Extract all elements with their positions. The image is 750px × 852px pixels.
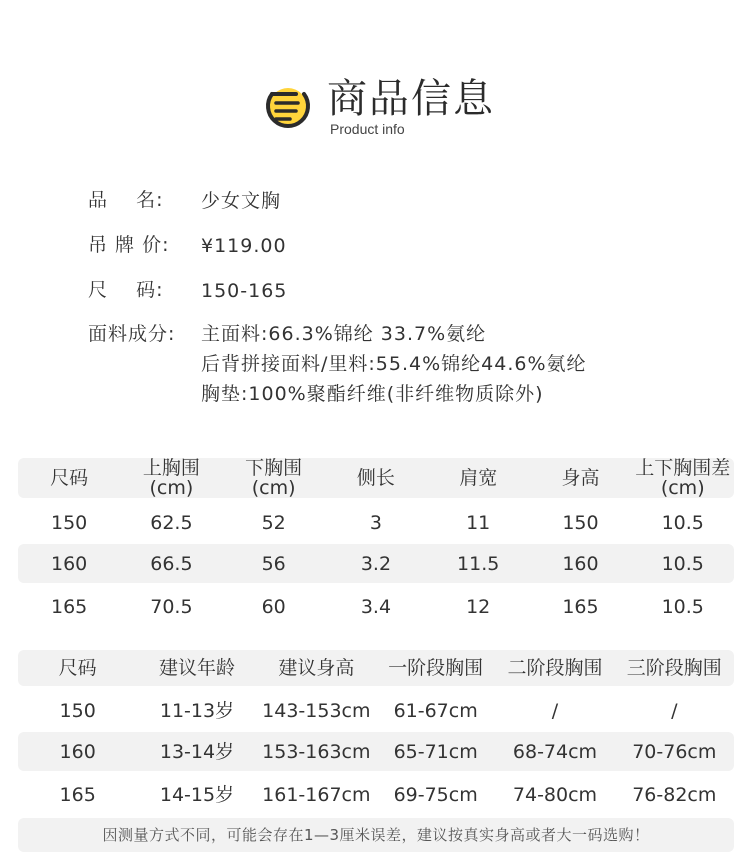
table-cell: 68-74cm bbox=[512, 740, 598, 763]
table-cell: 11.5 bbox=[457, 552, 500, 575]
info-label: 吊 牌 价: bbox=[88, 234, 170, 256]
info-label: 面料成分: bbox=[88, 323, 176, 345]
table-cell: 153-163cm bbox=[262, 740, 371, 763]
table-cell: 61-67cm bbox=[393, 699, 478, 722]
table-cell: 56 bbox=[261, 552, 286, 575]
table-cell: 160 bbox=[562, 552, 599, 575]
table-row bbox=[18, 732, 734, 771]
table-cell: 10.5 bbox=[661, 552, 704, 575]
table-header-cell: 上胸围 (cm) bbox=[142, 457, 200, 499]
table-header-cell: 一阶段胸围 bbox=[388, 657, 484, 679]
table-cell: 161-167cm bbox=[262, 783, 371, 806]
info-label: 品 名: bbox=[88, 189, 164, 211]
info-row-price bbox=[88, 231, 708, 259]
table-cell: 3 bbox=[369, 511, 382, 534]
table-header-cell: 侧长 bbox=[356, 467, 395, 489]
info-value-line: 150-165 bbox=[201, 280, 288, 302]
table-cell: 70.5 bbox=[150, 595, 193, 618]
table-cell: 12 bbox=[466, 595, 491, 618]
info-row-size bbox=[88, 276, 708, 304]
table-cell: 70-76cm bbox=[632, 740, 717, 763]
table-cell: 76-82cm bbox=[632, 783, 717, 806]
page-subtitle: Product info bbox=[330, 121, 405, 137]
info-value-line: 胸垫:100%聚酯纤维(非纤维物质除外) bbox=[201, 383, 544, 405]
table-row bbox=[18, 587, 734, 626]
info-row-name bbox=[88, 186, 708, 214]
page-title: 商品信息 bbox=[327, 76, 495, 122]
table-cell: 69-75cm bbox=[393, 783, 478, 806]
info-value bbox=[201, 186, 708, 214]
table-header-cell: 身高 bbox=[561, 467, 600, 489]
table-cell: 14-15岁 bbox=[159, 783, 235, 806]
info-value bbox=[201, 276, 708, 304]
age-height-table bbox=[18, 650, 734, 814]
info-value-line: ¥119.00 bbox=[201, 235, 287, 257]
table-cell: 11-13岁 bbox=[159, 699, 235, 722]
table-header-cell: 尺码 bbox=[50, 467, 89, 489]
table-header-cell: 下胸围 (cm) bbox=[245, 457, 303, 499]
table-cell: 3.4 bbox=[360, 595, 392, 618]
table-row bbox=[18, 691, 734, 730]
table-header-cell: 尺码 bbox=[58, 657, 97, 679]
table-cell: 143-153cm bbox=[262, 699, 371, 722]
table-cell: 150 bbox=[59, 699, 96, 722]
table-cell: 165 bbox=[51, 595, 88, 618]
info-value bbox=[201, 231, 708, 259]
table-header-cell: 三阶段胸围 bbox=[626, 657, 722, 679]
table-cell: 150 bbox=[562, 511, 599, 534]
table-cell: 66.5 bbox=[150, 552, 193, 575]
table-header-row bbox=[18, 458, 734, 498]
table-header-cell: 二阶段胸围 bbox=[507, 657, 603, 679]
table-cell: 160 bbox=[51, 552, 88, 575]
table-cell: 165 bbox=[562, 595, 599, 618]
product-info-list bbox=[88, 186, 708, 409]
table-header-row bbox=[18, 650, 734, 686]
info-row-material bbox=[88, 319, 708, 409]
table-header-cell: 建议年龄 bbox=[158, 657, 235, 679]
info-value-line: 主面料:66.3%锦纶 33.7%氨纶 bbox=[201, 323, 487, 345]
info-value bbox=[201, 319, 708, 409]
info-label: 尺 码: bbox=[88, 279, 164, 301]
table-cell: 11 bbox=[466, 511, 491, 534]
table-cell: 60 bbox=[261, 595, 286, 618]
table-row bbox=[18, 775, 734, 814]
table-cell: 10.5 bbox=[661, 511, 704, 534]
table-cell: 160 bbox=[59, 740, 96, 763]
table-cell: / bbox=[671, 699, 678, 722]
info-value-line: 少女文胸 bbox=[201, 190, 282, 212]
section-header bbox=[264, 74, 504, 140]
table-cell: 52 bbox=[261, 511, 286, 534]
table-header-cell: 肩宽 bbox=[459, 467, 498, 489]
info-value-line: 后背拼接面料/里料:55.4%锦纶44.6%氨纶 bbox=[201, 353, 587, 375]
table-header-cell: 建议身高 bbox=[278, 657, 355, 679]
table-cell: 62.5 bbox=[150, 511, 193, 534]
table-cell: / bbox=[551, 699, 559, 722]
table-cell: 65-71cm bbox=[393, 740, 478, 763]
document-lines-icon bbox=[264, 84, 314, 130]
table-cell: 13-14岁 bbox=[159, 740, 235, 763]
table-cell: 150 bbox=[51, 511, 88, 534]
table-cell: 3.2 bbox=[360, 552, 392, 575]
table-cell: 10.5 bbox=[661, 595, 704, 618]
table-row bbox=[18, 503, 734, 542]
table-row bbox=[18, 544, 734, 583]
measurement-note: 因测量方式不同，可能会存在1—3厘米误差，建议按真实身高或者大一码选购！ bbox=[18, 818, 734, 852]
table-cell: 165 bbox=[59, 783, 96, 806]
size-measurement-table bbox=[18, 458, 734, 626]
table-header-cell: 上下胸围差 (cm) bbox=[635, 457, 731, 499]
table-cell: 74-80cm bbox=[512, 783, 598, 806]
